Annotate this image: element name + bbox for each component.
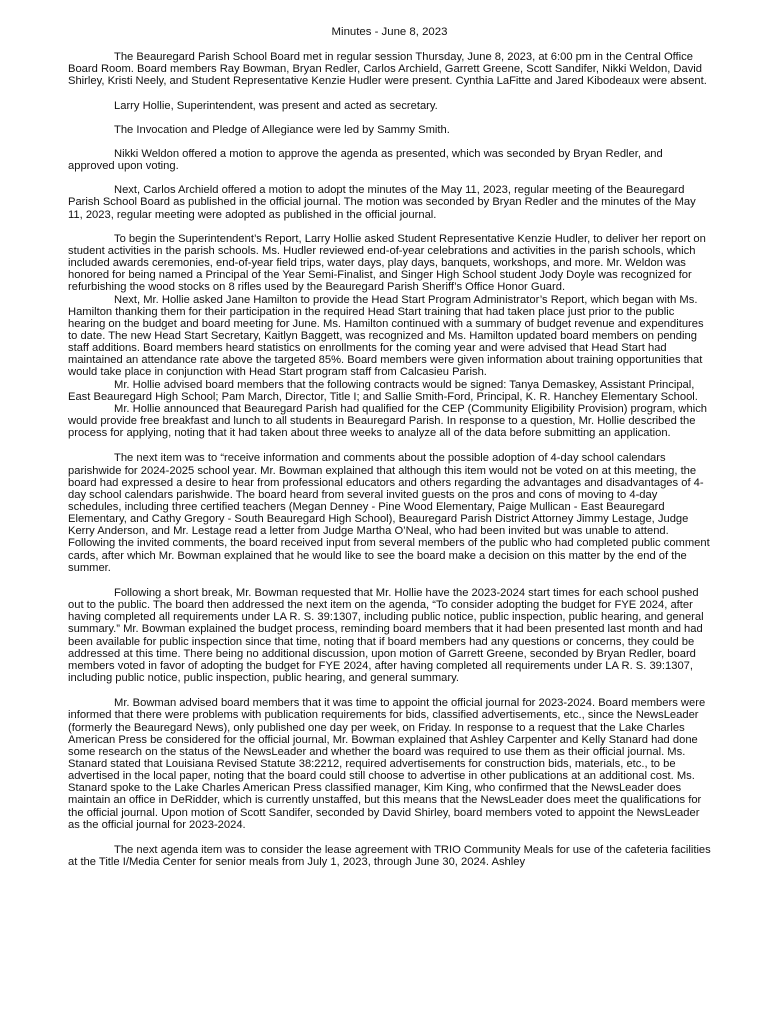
paragraph-contracts: Mr. Hollie advised board members that the following contracts would be signed: Tanya Demaskey, Assistant Principal, East Beauregard High School; Pam March, Director, Title I; and Sallie Smith-Ford, Principal, K. R. Hanchey Elementary School. [68,378,698,403]
page-title: Minutes - June 8, 2023 [331,26,448,38]
paragraph-official-journal: Mr. Bowman advised board members that it was time to appoint the official journal for 2023-2024. Board members were informed that there were problems with publication requirements for bids, classified advertisements, etc., since the NewsLeader (formerly the Beauregard News), only published one day per week, on Friday. In response to a request that the Lake Charles American Press be considered for the official journal, Mr. Bowman explained that Ashley Carpenter and Kelly Stanard had done some research on the status of the NewsLeader and whether the board was required to use them as their official journal. Ms. Stanard stated that Louisiana Revised Statute 38:2212, required advertisements for construction bids, materials, etc., to be advertised in the local paper, noting that the board could still choose to advertise in other publications at an additional cost. Ms. Stanard spoke to the Lake Charles American Press classified manager, Kim King, who confirmed that the NewsLeader does maintain an office in DeRidder, which is currently unstaffed, but this means that the NewsLeader does meet the qualifications for the official journal. Upon motion of Scott Sandifer, seconded by David Shirley, board members voted to appoint the NewsLeader as the official journal for 2023-2024. [68,697,706,831]
paragraph-head-start-report: Next, Mr. Hollie asked Jane Hamilton to provide the Head Start Program Administrator’s Report, which began with Ms. Hamilton thanking them for their participation in the required Head Start training that had taken place just prior to the public hearing on the budget and board meeting for June. Ms. Hamilton continued with a summary of budget revenue and expenditures to date. The new Head Start Secretary, Kaitlyn Baggett, was recognized and Ms. Hamilton updated board members on pending staff additions. Board members heard statistics on enrollments for the coming year and were advised that Head Start had maintained an attendance rate above the targeted 85%. Board members were given information about training opportunities that would take place in conjunction with Head Start program staff from Calcasieu Parish. [68,293,704,379]
paragraph-budget: Following a short break, Mr. Bowman requested that Mr. Hollie have the 2023-2024 start times for each school pushed out to the public. The board then addressed the next item on the agenda, “To consider adopting the budget for FYE 2024, after having completed all requirements under LA R. S. 39:1307, including public notice, public inspection, public hearing, and general summary.” Mr. Bowman explained the budget process, reminding board members that it had been presented last month and had been available for public inspection since that time, noting that if board members had any questions or concerns, they could be addressed at this time. There being no additional discussion, upon motion of Garrett Greene, seconded by Bryan Redler, board members voted in favor of adopting the budget for FYE 2024, after having completed all requirements under LA R. S. 39:1307, including public notice, public inspection, public hearing, and general summary. [68,586,704,685]
paragraph-trio-lease: The next agenda item was to consider the lease agreement with TRIO Community Meals for use of the cafeteria facilities at the Title I/Media Center for senior meals from July 1, 2023, through June 30, 2024. Ashley [68,843,711,869]
paragraph-secretary: Larry Hollie, Superintendent, was present and acted as secretary. [114,99,438,112]
paragraph-invocation: The Invocation and Pledge of Allegiance were led by Sammy Smith. [114,123,450,136]
paragraph-four-day-calendar: The next item was to “receive information and comments about the possible adoption of 4-day school calendars parishwide for 2024-2025 school year. Mr. Bowman explained that although this item would not be voted on at this meeting, the board had expressed a desire to hear from professional educators and others regarding the advantages and disadvantages of 4-day school calendars parishwide. The board heard from several invited guests on the pros and cons of moving to 4-day schedules, including three certified teachers (Megan Denney - Pine Wood Elementary, Paige Mullican - East Beauregard Elementary, and Cathy Gregory - South Beauregard High School), Beauregard Parish District Attorney Jimmy Lestage, Judge Kerry Anderson, and Mr. Lestage read a letter from Judge Martha O’Neal, who had been invited but was unable to attend. Following the invited comments, the board received input from several members of the public who had completed public comment cards, after which Mr. Bowman explained that he would like to see the board make a decision on this matter by the end of the summer. [68,452,710,574]
minutes-page [68,26,711,868]
paragraph-attendance: The Beauregard Parish School Board met in regular session Thursday, June 8, 2023, at 6:00 pm in the Central Office Board Room. Board members Ray Bowman, Bryan Redler, Carlos Archield, Garrett Greene, Scott Sandifer, Nikki Weldon, David Shirley, Kristi Neely, and Student Representative Kenzie Hudler were present. Cynthia LaFitte and Jared Kibodeaux were absent. [68,51,707,88]
paragraph-cep-program: Mr. Hollie announced that Beauregard Parish had qualified for the CEP (Community Eligibility Provision) program, which would provide free breakfast and lunch to all students in Beauregard Parish. In response to a question, Mr. Hollie described the process for applying, noting that it had taken about three weeks to analyze all of the data before submitting an application. [68,402,708,440]
paragraph-minutes-motion: Next, Carlos Archield offered a motion to adopt the minutes of the May 11, 2023, regular meeting of the Beauregard Parish School Board as published in the official journal. The motion was seconded by Bryan Redler and the minutes of the May 11, 2023, regular meeting were adopted as published in the official journal. [68,184,696,221]
paragraph-superintendent-report: To begin the Superintendent’s Report, Larry Hollie asked Student Representative Kenzie Hudler, to deliver her report on student activities in the parish schools. Ms. Hudler reviewed end-of-year celebrations and activities in the parish schools, which included awards ceremonies, end-of-year field trips, water days, play days, banquets, workshops, and more. Mr. Weldon was honored for being named a Principal of the Year Semi-Finalist, and Singer High School student Jody Doyle was recognized for refurbishing the wood stocks on 8 rifles used by the Beauregard Parish Sheriff’s Office Honor Guard. [68,232,706,294]
paragraph-agenda-motion: Nikki Weldon offered a motion to approve the agenda as presented, which was seconded by Bryan Redler, and approved upon voting. [68,147,663,173]
